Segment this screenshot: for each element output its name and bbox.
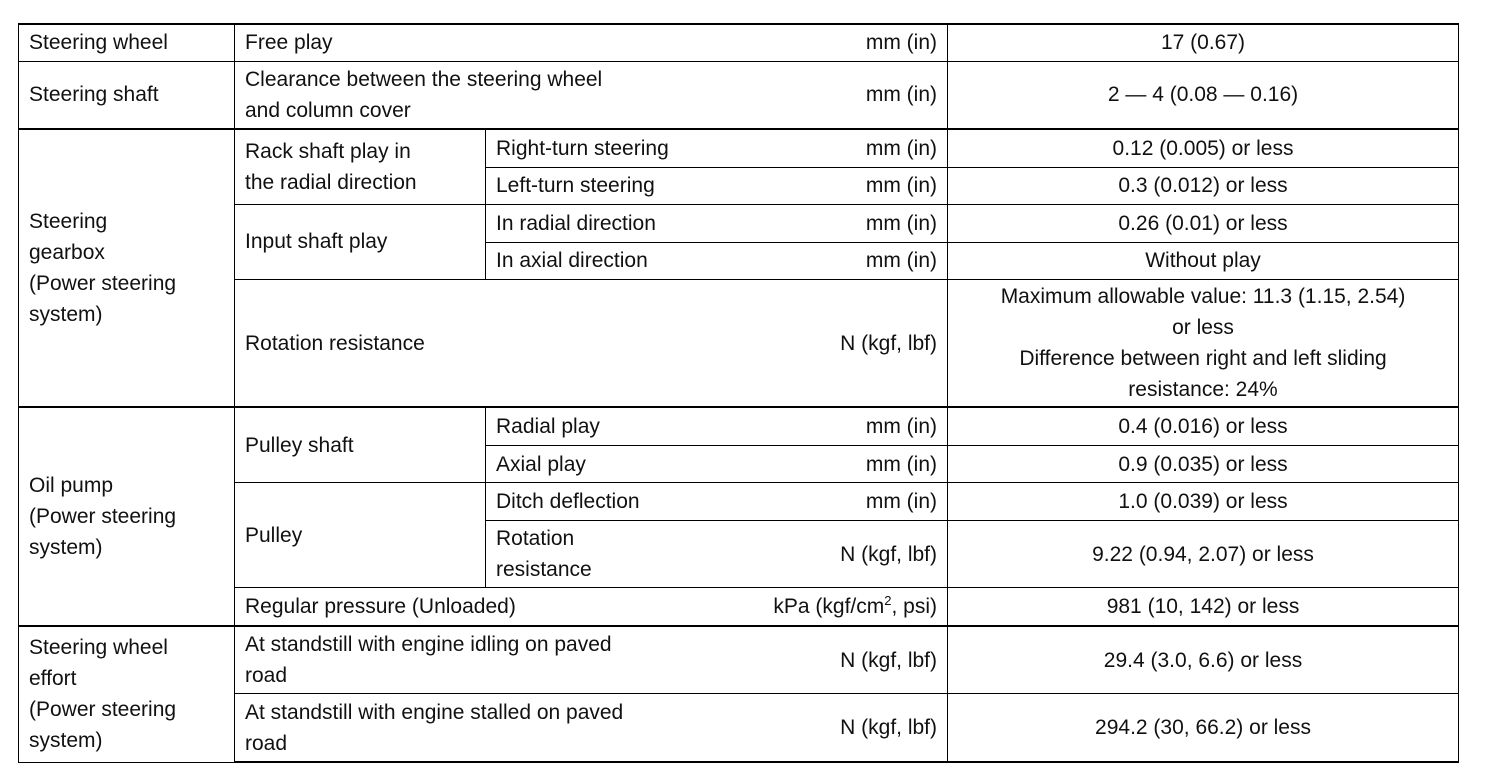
rotation-resistance-value — [948, 279, 1459, 407]
oil-pump-label-line1: Oil pump — [29, 474, 114, 498]
pulley-rotation-label-line2: resistance — [496, 558, 592, 582]
clearance-label-line2: and column cover — [245, 98, 411, 122]
left-turn-label: Left-turn steering — [496, 174, 655, 198]
idling-label-line2: road — [245, 664, 288, 688]
unit-label: N (kgf, lbf) — [840, 331, 938, 355]
stalled-label-line1: At standstill with engine stalled on paved — [245, 700, 624, 724]
unit-label: mm (in) — [865, 415, 938, 439]
regular-pressure-label: Regular pressure (Unloaded) — [245, 594, 516, 618]
gearbox-label-line4: system) — [29, 303, 103, 327]
pressure-unit-label — [765, 591, 937, 622]
radial-play-cell — [486, 407, 948, 445]
effort-label-line2: effort — [29, 667, 77, 691]
rack-shaft-play-label — [235, 129, 486, 204]
unit-label: mm (in) — [865, 83, 938, 107]
radial-play-label: Radial play — [496, 415, 600, 439]
rotation-value-line1: Maximum allowable value: 11.3 (1.15, 2.54) — [1000, 285, 1406, 309]
rack-label-line2: the radial direction — [245, 170, 417, 194]
pulley-rotation-label-line1: Rotation — [496, 527, 575, 551]
stalled-label — [245, 697, 832, 759]
clearance-cell — [235, 61, 948, 129]
unit-label: N (kgf, lbf) — [840, 716, 938, 740]
oil-pump-label-line2: (Power steering — [29, 505, 177, 529]
ditch-deflection-cell — [486, 483, 948, 521]
axial-play-value: 0.9 (0.035) or less — [948, 446, 1459, 483]
axial-play-label: Axial play — [496, 452, 586, 476]
pulley-label: Pulley — [235, 483, 486, 588]
axial-play-cell — [486, 446, 948, 483]
table-row — [19, 61, 1459, 129]
stalled-value: 294.2 (30, 66.2) or less — [948, 694, 1459, 762]
pressure-unit-exponent: 2 — [884, 592, 892, 608]
table-row — [19, 407, 1459, 445]
unit-label: mm (in) — [865, 136, 938, 160]
clearance-value: 2 — 4 (0.08 — 0.16) — [948, 61, 1459, 129]
unit-label: N (kgf, lbf) — [840, 542, 938, 566]
pressure-unit-suffix: , psi) — [891, 594, 938, 618]
pressure-unit-prefix: kPa (kgf/cm — [773, 594, 885, 618]
input-axial-cell — [486, 242, 948, 279]
idling-value: 29.4 (3.0, 6.6) or less — [948, 626, 1459, 694]
table-row — [19, 588, 1459, 626]
gearbox-label — [19, 129, 235, 407]
rotation-value-line4: resistance: 24% — [1128, 378, 1278, 402]
right-turn-label: Right-turn steering — [496, 136, 669, 160]
idling-label-line1: At standstill with engine idling on paved — [245, 633, 612, 657]
gearbox-label-line3: (Power steering — [29, 272, 177, 296]
input-shaft-play-label: Input shaft play — [235, 204, 486, 279]
input-radial-label: In radial direction — [496, 211, 656, 235]
table-row — [19, 483, 1459, 521]
rotation-resistance-cell — [235, 279, 948, 407]
ditch-deflection-label: Ditch deflection — [496, 490, 640, 514]
rotation-value-line3: Difference between right and left sliding — [1019, 347, 1387, 371]
effort-label-line1: Steering wheel — [29, 636, 168, 660]
table-row — [19, 24, 1459, 61]
left-turn-value: 0.3 (0.012) or less — [948, 167, 1459, 204]
unit-label: mm (in) — [865, 31, 938, 55]
table-row — [19, 129, 1459, 167]
unit-label: mm (in) — [865, 490, 938, 514]
clearance-label-line1: Clearance between the steering wheel — [245, 67, 603, 91]
idling-label — [245, 629, 832, 691]
input-radial-cell — [486, 204, 948, 242]
idling-cell — [235, 626, 948, 694]
table-row — [19, 279, 1459, 407]
steering-shaft-label: Steering shaft — [19, 61, 235, 129]
unit-label: mm (in) — [865, 211, 938, 235]
oil-pump-label-line3: system) — [29, 536, 103, 560]
right-turn-value: 0.12 (0.005) or less — [948, 129, 1459, 167]
radial-play-value: 0.4 (0.016) or less — [948, 407, 1459, 445]
effort-label-line4: system) — [29, 729, 103, 753]
rack-label-line1: Rack shaft play in — [245, 139, 411, 163]
left-turn-cell — [486, 167, 948, 204]
regular-pressure-value: 981 (10, 142) or less — [948, 588, 1459, 626]
rotation-value-line2: or less — [1172, 316, 1234, 340]
rotation-resistance-label: Rotation resistance — [245, 331, 425, 355]
stalled-cell — [235, 694, 948, 762]
unit-label: mm (in) — [865, 249, 938, 273]
unit-label: N (kgf, lbf) — [840, 648, 938, 672]
unit-label: mm (in) — [865, 174, 938, 198]
gearbox-label-line2: gearbox — [29, 241, 105, 265]
input-radial-value: 0.26 (0.01) or less — [948, 204, 1459, 242]
ditch-deflection-value: 1.0 (0.039) or less — [948, 483, 1459, 521]
regular-pressure-cell — [235, 588, 948, 626]
pulley-rotation-label — [496, 523, 832, 585]
effort-label-line3: (Power steering — [29, 698, 177, 722]
table-row — [19, 204, 1459, 242]
pulley-shaft-label: Pulley shaft — [235, 407, 486, 482]
table-row — [19, 626, 1459, 694]
input-axial-label: In axial direction — [496, 249, 648, 273]
table-row — [19, 694, 1459, 762]
pulley-rotation-value: 9.22 (0.94, 2.07) or less — [948, 521, 1459, 588]
free-play-value: 17 (0.67) — [948, 24, 1459, 61]
right-turn-cell — [486, 129, 948, 167]
free-play-label: Free play — [245, 31, 333, 55]
oil-pump-label — [19, 407, 235, 625]
stalled-label-line2: road — [245, 731, 288, 755]
gearbox-label-line1: Steering — [29, 210, 108, 234]
specification-table — [18, 23, 1459, 763]
pulley-rotation-cell — [486, 521, 948, 588]
unit-label: mm (in) — [865, 452, 938, 476]
clearance-label — [245, 64, 858, 126]
free-play-cell — [235, 24, 948, 61]
effort-label — [19, 626, 235, 762]
steering-wheel-label: Steering wheel — [19, 24, 235, 61]
input-axial-value: Without play — [948, 242, 1459, 279]
